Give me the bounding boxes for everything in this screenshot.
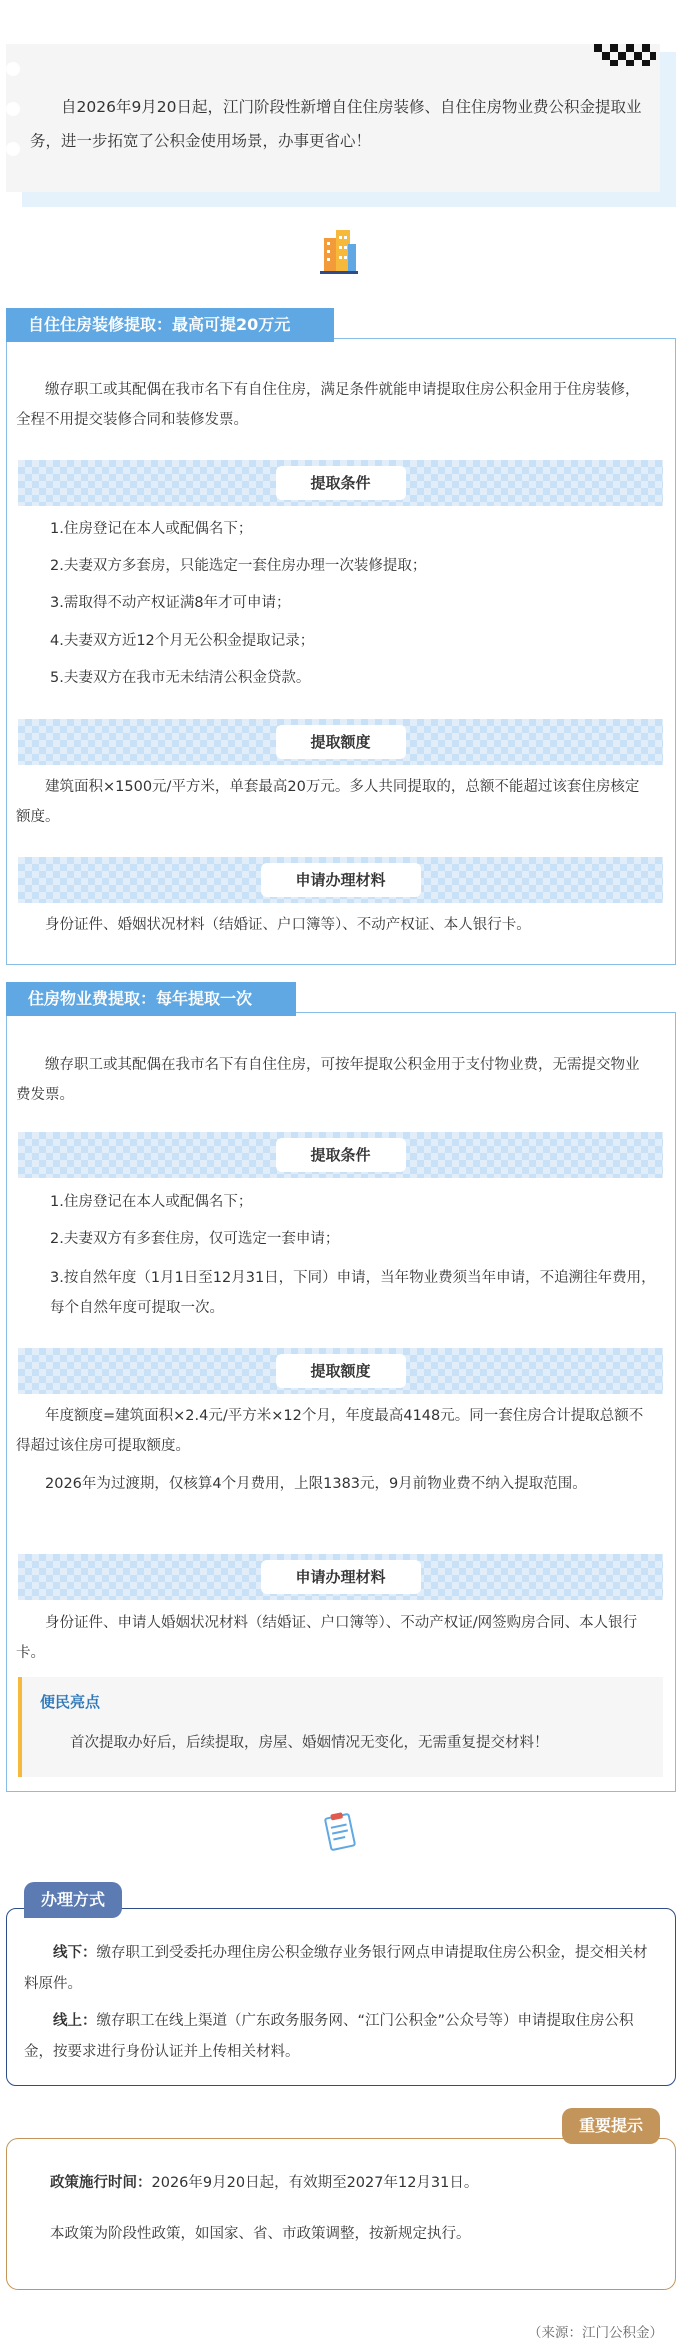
how-offline: [24, 1938, 660, 2000]
decor-dot: [6, 142, 20, 156]
property-amount-text-2: 2026年为过渡期，仅核算4个月费用，上限1383元，9月前物业费不纳入提取范围。: [45, 1476, 587, 1492]
intro-text: 自2026年9月20日起，江门阶段性新增自住住房装修、自住住房物业费公积金提取业务，进一步拓宽了公积金使用场景，办事更省心！: [30, 98, 642, 150]
notice-note: 本政策为阶段性政策，如国家、省、市政策调整，按新规定执行。: [50, 2226, 471, 2242]
property-condition-item: 2.夫妻双方有多套住房，仅可选定一套申请；: [50, 1231, 340, 1247]
property-amount-band: [18, 1348, 663, 1394]
property-condition-item: 1.住房登记在本人或配偶名下；: [50, 1194, 253, 1210]
notice-period-label: 政策施行时间：: [50, 2175, 152, 2191]
notice-period: [50, 2170, 478, 2196]
property-condition-item: 3.按自然年度（1月1日至12月31日，下同）申请，当年物业费须当年申请，不追溯往年费用，每个自然年度可提取一次。: [50, 1270, 656, 1316]
how-online-label: 线上：: [53, 2013, 97, 2029]
renovation-conditions-band: [18, 460, 663, 506]
checker-pattern-icon: [594, 44, 656, 66]
renovation-amount-text: 建筑面积×1500元/平方米，单套最高20万元。多人共同提取的，总额不能超过该套住房核定额度。: [16, 779, 640, 825]
property-conditions-band: [18, 1132, 663, 1178]
renovation-materials-label: 申请办理材料: [261, 863, 421, 897]
renovation-intro: 缴存职工或其配偶在我市名下有自住住房，满足条件就能申请提取住房公积金用于住房装修，全程不用提交装修合同和装修发票。: [16, 382, 640, 428]
building-icon: [320, 228, 358, 274]
renovation-materials-text: 身份证件、婚姻状况材料（结婚证、户口簿等）、不动产权证、本人银行卡。: [45, 917, 531, 933]
renovation-condition-item: 1.住房登记在本人或配偶名下；: [50, 521, 253, 537]
renovation-condition-item: 2.夫妻双方多套房，只能选定一套住房办理一次装修提取；: [50, 558, 427, 574]
how-offline-text: 缴存职工到受委托办理住房公积金缴存业务银行网点申请提取住房公积金，提交相关材料原件。: [24, 1945, 648, 1992]
renovation-title: 自住住房装修提取：最高可提20万元: [6, 308, 334, 342]
renovation-condition-item: 4.夫妻双方近12个月无公积金提取记录；: [50, 633, 315, 649]
renovation-amount-band: [18, 719, 663, 765]
source-credit: （来源：江门公积金）: [528, 2325, 663, 2341]
highlight-title: 便民亮点: [40, 1693, 101, 1711]
notice-section: [6, 2138, 676, 2290]
property-amount-text-1: 年度额度=建筑面积×2.4元/平方米×12个月，年度最高4148元。同一套住房合计提取总额不得超过该住房可提取额度。: [16, 1408, 644, 1454]
property-amount-label: 提取额度: [276, 1354, 406, 1388]
how-offline-label: 线下：: [53, 1945, 97, 1961]
renovation-condition-item: 5.夫妻双方在我市无未结清公积金贷款。: [50, 670, 311, 686]
property-materials-label: 申请办理材料: [261, 1560, 421, 1594]
notice-period-text: 2026年9月20日起，有效期至2027年12月31日。: [151, 2175, 479, 2191]
notice-title: 重要提示: [562, 2108, 660, 2144]
property-conditions-label: 提取条件: [276, 1138, 406, 1172]
highlight-text: 首次提取办好后，后续提取，房屋、婚姻情况无变化，无需重复提交材料！: [70, 1735, 549, 1751]
how-title: 办理方式: [24, 1882, 122, 1918]
property-title: 住房物业费提取：每年提取一次: [6, 982, 296, 1016]
decor-dot: [6, 102, 20, 116]
renovation-materials-band: [18, 857, 663, 903]
how-online-text: 缴存职工在线上渠道（广东政务服务网、“江门公积金”公众号等）申请提取住房公积金，按要求进行身份认证并上传相关材料。: [24, 2013, 634, 2060]
property-intro: 缴存职工或其配偶在我市名下有自住住房，可按年提取公积金用于支付物业费，无需提交物业费发票。: [16, 1057, 640, 1103]
renovation-condition-item: 3.需取得不动产权证满8年才可申请；: [50, 595, 291, 611]
decor-dot: [6, 62, 20, 76]
how-online: [24, 2006, 660, 2068]
property-materials-band: [18, 1554, 663, 1600]
renovation-amount-label: 提取额度: [276, 725, 406, 759]
highlight-box: [18, 1677, 663, 1777]
property-materials-text: 身份证件、申请人婚姻状况材料（结婚证、户口簿等）、不动产权证/网签购房合同、本人银行卡。: [16, 1615, 638, 1661]
renovation-conditions-label: 提取条件: [276, 466, 406, 500]
clipboard-icon: [320, 1810, 360, 1854]
